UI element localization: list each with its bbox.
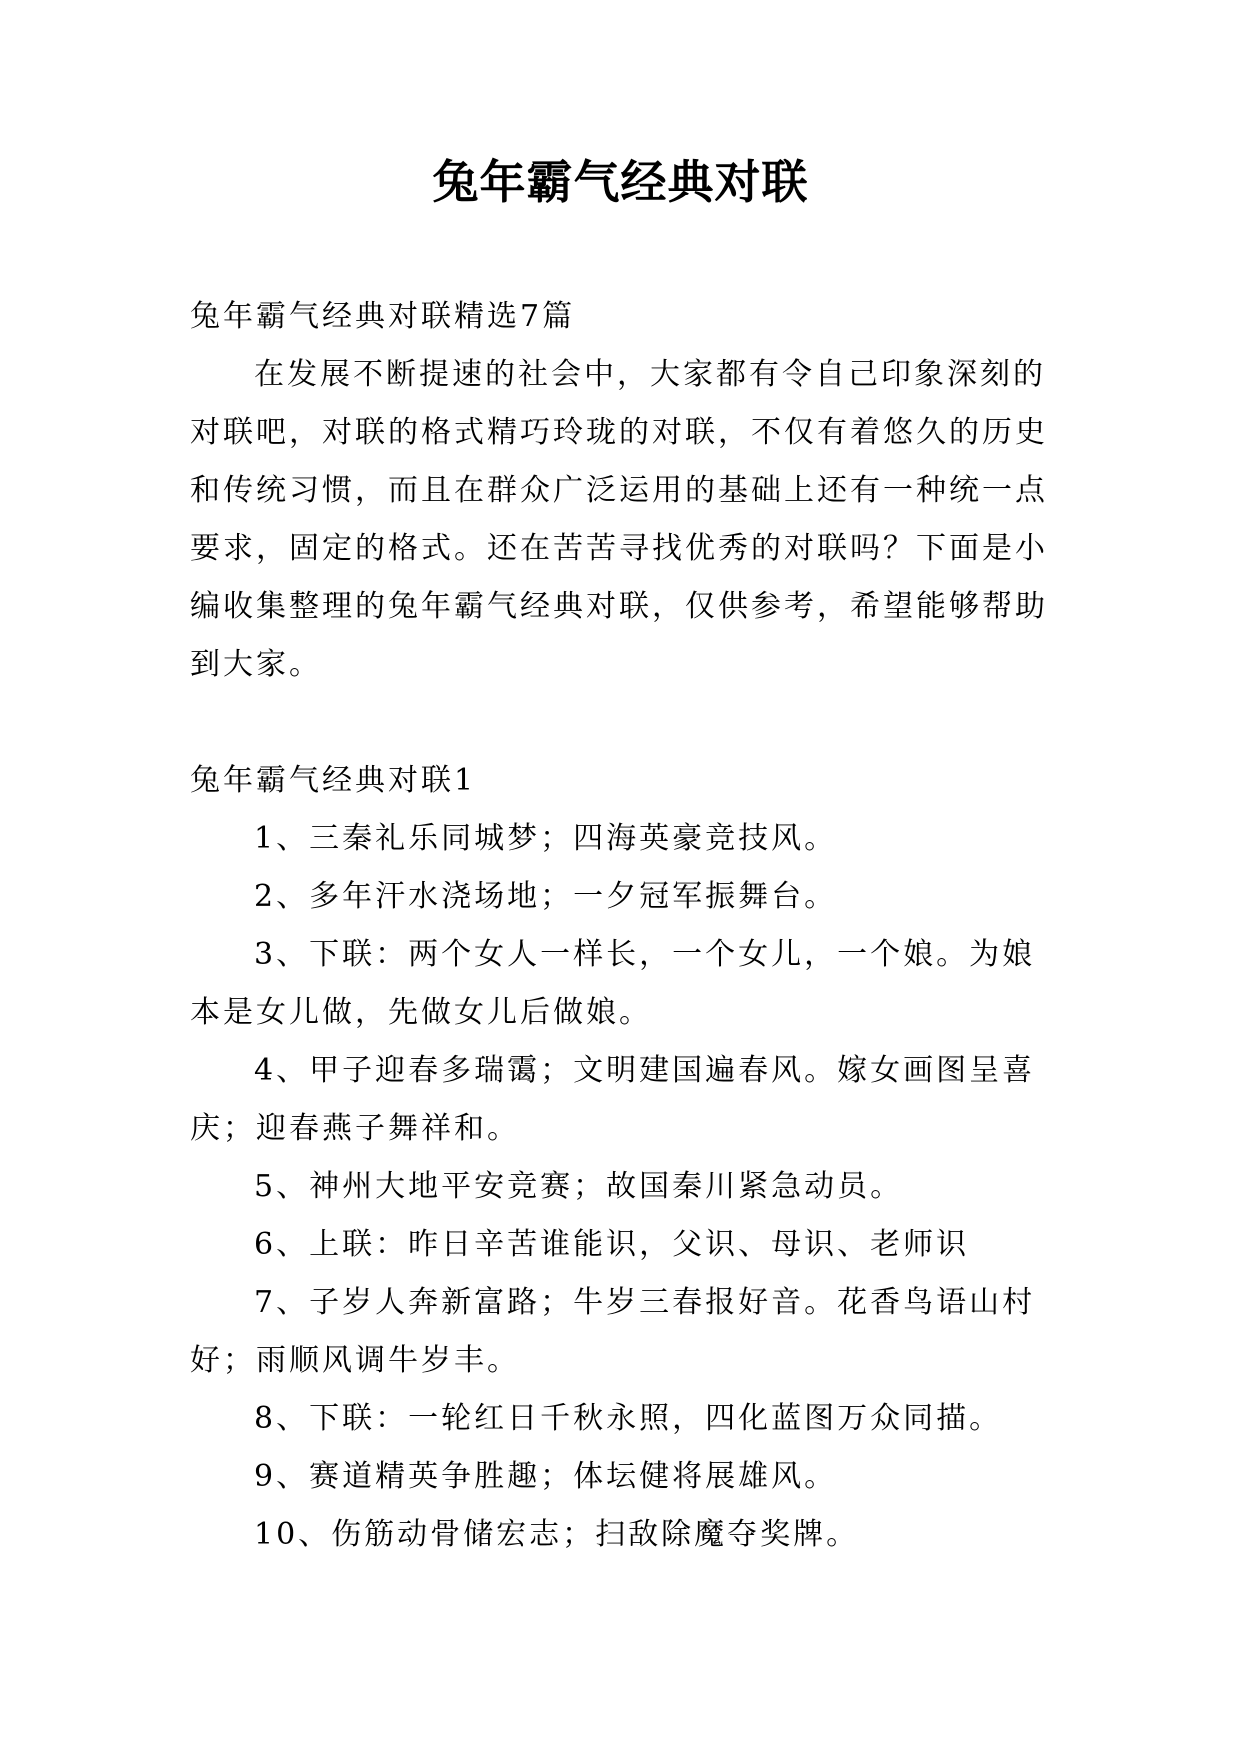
couplet-item: 5、神州大地平安竞赛；故国秦川紧急动员。	[254, 1169, 904, 1204]
couplet-item: 2、多年汗水浇场地；一夕冠军振舞台。	[254, 879, 838, 914]
couplet-section	[190, 752, 1060, 1564]
couplet-item: 7、子岁人奔新富路；牛岁三春报好音。花香鸟语山村好；雨顺风调牛岁丰。	[190, 1285, 1036, 1378]
intro-paragraph: 在发展不断提速的社会中，大家都有令自己印象深刻的对联吧，对联的格式精巧玲珑的对联，不仅有着悠久的历史和传统习惯，而且在群众广泛运用的基础上还有一种统一点要求，固定的格式。还在苦苦寻找优秀的对联吗？下面是小编收集整理的兔年霸气经典对联，仅供参考，希望能够帮助到大家。	[190, 357, 1048, 682]
couplet-item: 10、伤筋动骨储宏志；扫敌除魔夺奖牌。	[254, 1517, 860, 1552]
document-subtitle: 兔年霸气经典对联精选7篇	[190, 299, 576, 334]
couplet-item: 1、三秦礼乐同城梦；四海英豪竞技风。	[254, 821, 838, 856]
document-title: 兔年霸气经典对联	[432, 155, 809, 209]
couplet-item: 3、下联：两个女人一样长，一个女儿，一个娘。为娘本是女儿做，先做女儿后做娘。	[190, 937, 1036, 1030]
couplet-item: 6、上联：昨日辛苦谁能识，父识、母识、老师识	[254, 1227, 970, 1262]
couplet-item: 9、赛道精英争胜趣；体坛健将展雄风。	[254, 1459, 838, 1494]
section-heading: 兔年霸气经典对联1	[190, 763, 477, 798]
couplet-item: 4、甲子迎春多瑞霭；文明建国遍春风。嫁女画图呈喜庆；迎春燕子舞祥和。	[190, 1053, 1036, 1146]
intro-block	[190, 288, 1060, 694]
couplet-item: 8、下联：一轮红日千秋永照，四化蓝图万众同描。	[254, 1401, 1003, 1436]
